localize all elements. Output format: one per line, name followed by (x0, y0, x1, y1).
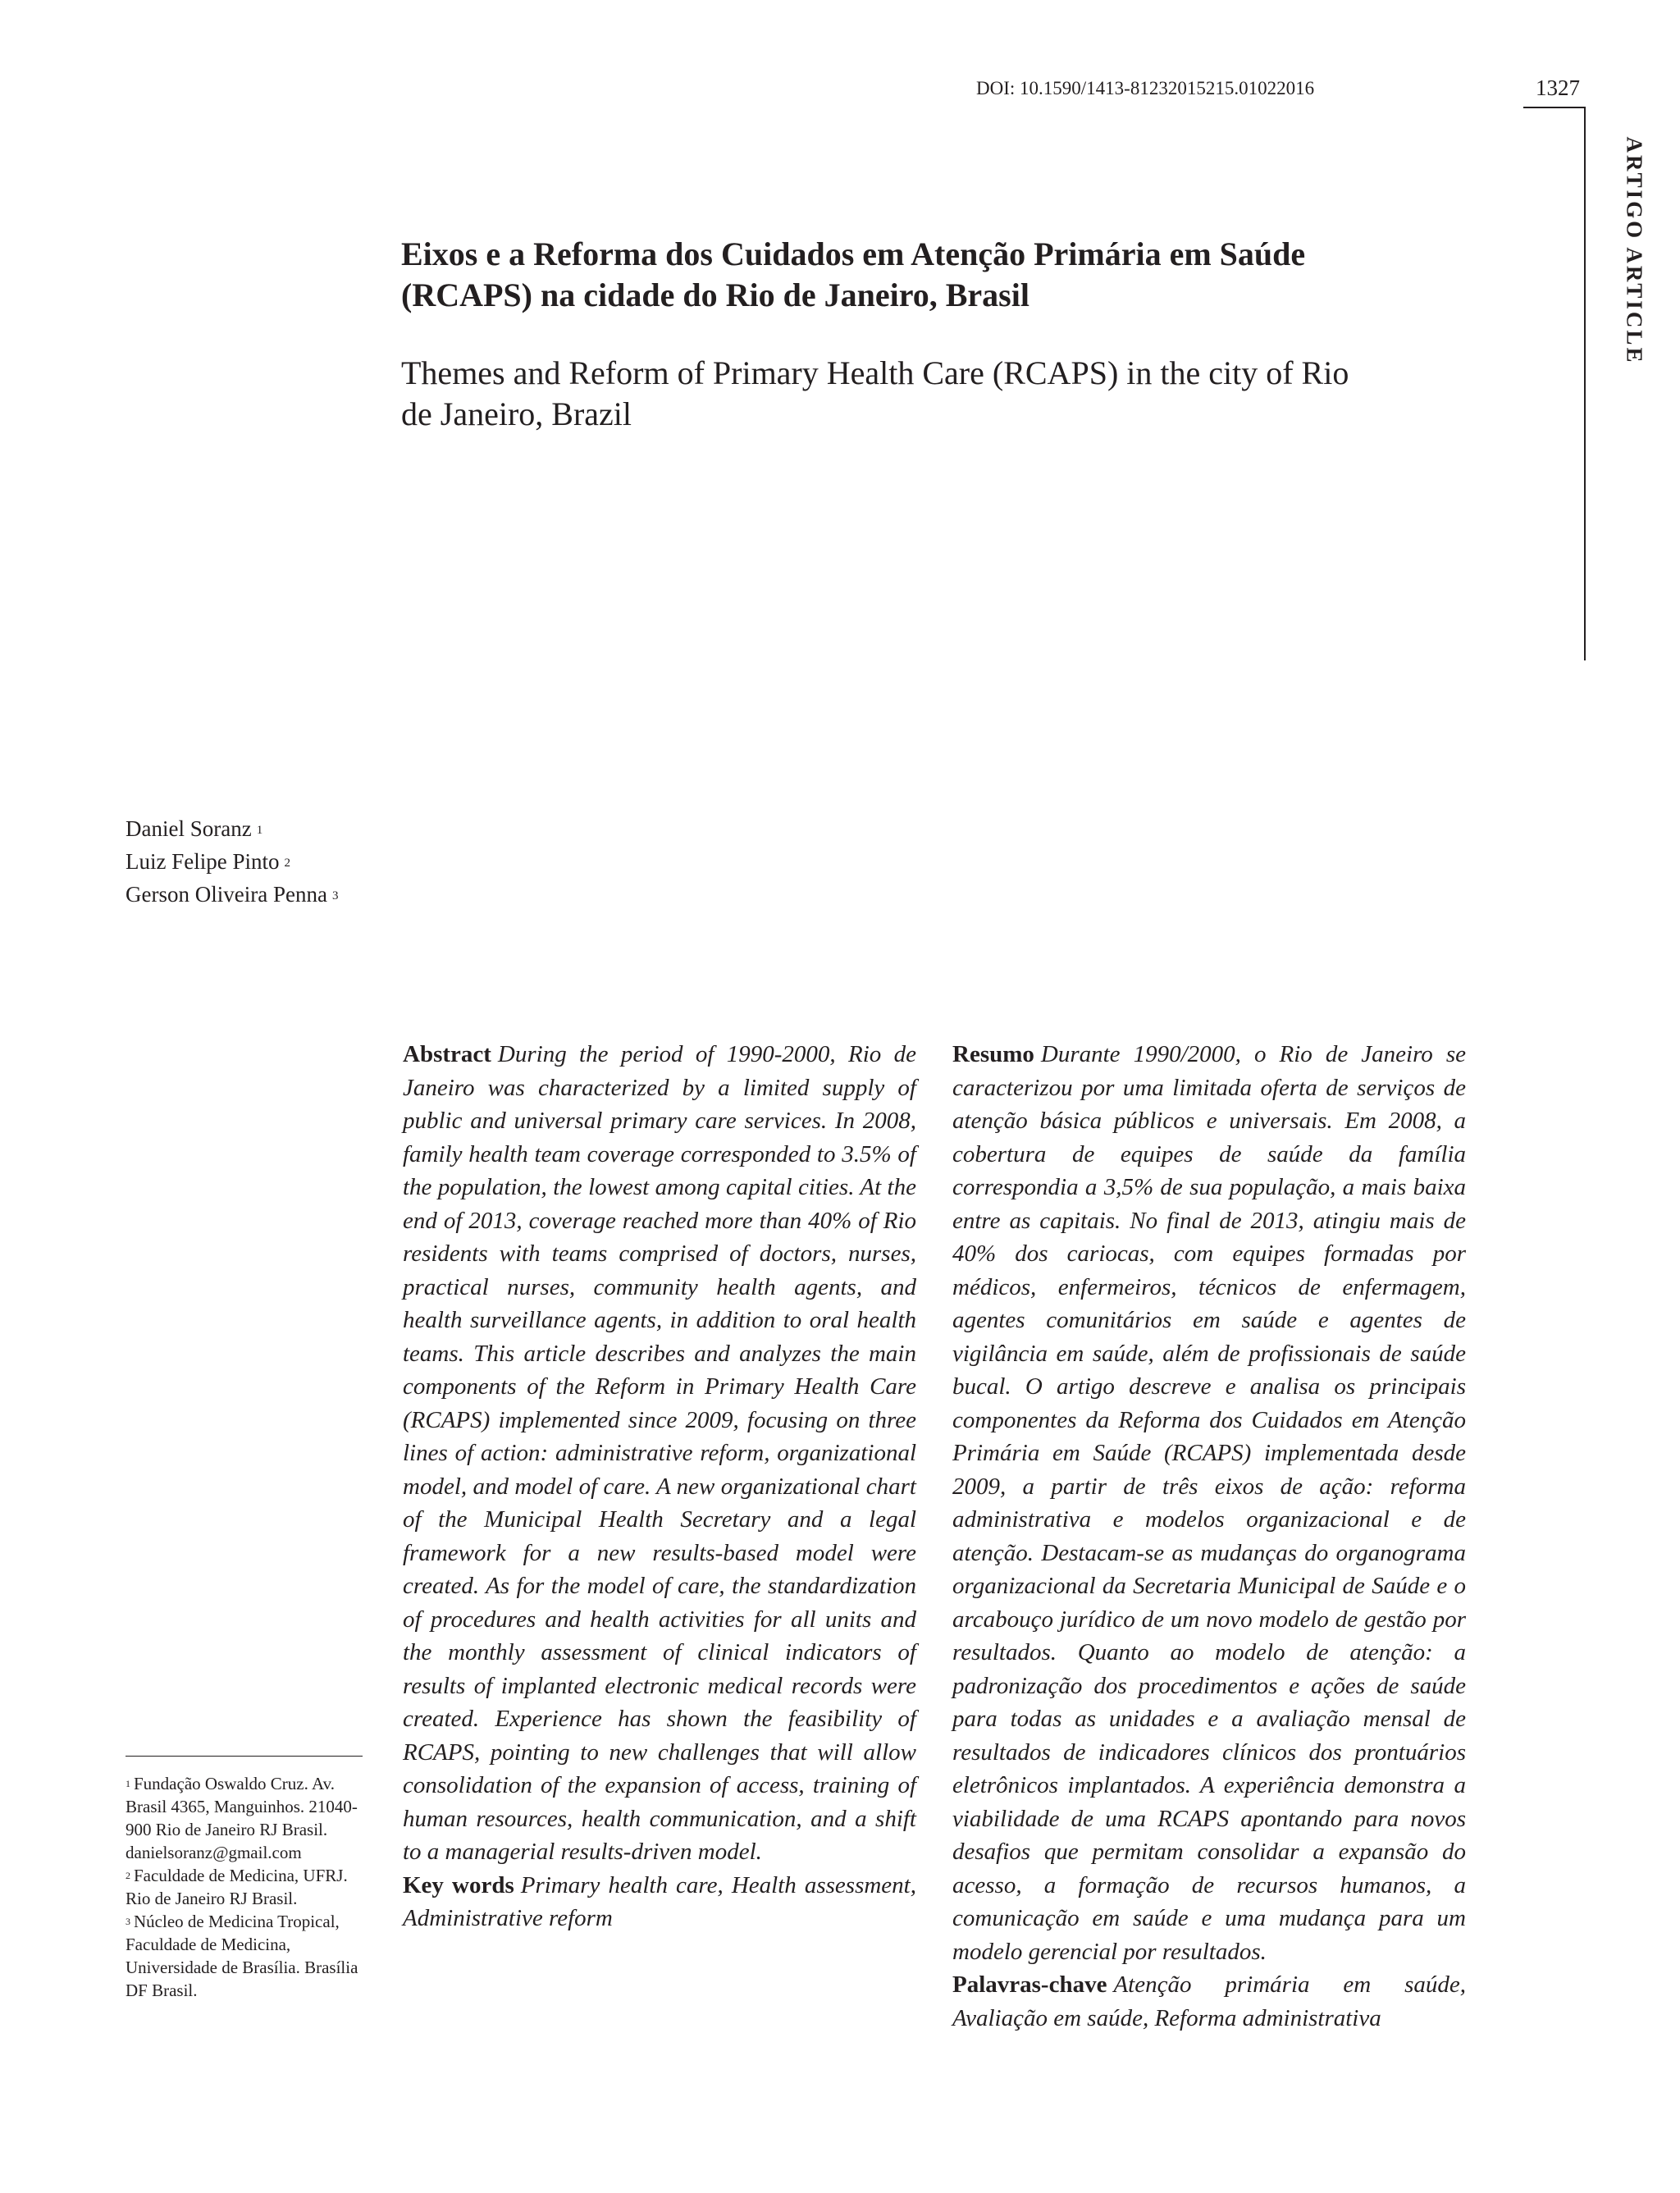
author-ref: 3 (331, 889, 339, 902)
keywords (952, 1968, 1466, 2035)
abstract-body (952, 1038, 1466, 1968)
affiliations (126, 1772, 372, 2002)
author-list (126, 812, 338, 911)
abstract-text: During the period of 1990-2000, Rio de Janeiro was characterized by a limited supply of public and universal primary care services. In 2008, family health team coverage corresponded to 3.5% of the population, the lowest among capital cities. At the end of 2013, coverage reached more than 40% of Rio residents with teams comprised of doctors, nurses, practical nurses, community health agents, and health surveillance agents, in addition to oral health teams. This article describes and analyzes the main components of the Reform in Primary Health Care (RCAPS) implemented since 2009, focusing on three lines of action: administrative reform, organizational model, and model of care. A new organizational chart of the Municipal Health Secretary and a legal framework for a new results-based model were created. As for the model of care, the standardization of procedures and health activities for all units and the monthly assessment of clinical indicators of results of implanted electronic medical records were created. Experience has shown the feasibility of RCAPS, pointing to new challenges that will allow consolidation of the expansion of access, training of human resources, health communication, and a shift to a managerial results-driven model. (403, 1041, 916, 1865)
abstract-body (403, 1038, 916, 1869)
keywords-text: Primary health care, Health assessment, Administrative reform (403, 1871, 916, 1931)
abstract-label: Resumo (952, 1041, 1034, 1067)
abstract-portuguese (952, 1038, 1466, 2035)
author: Gerson Oliveira Penna $^3$ (126, 882, 339, 907)
keywords-text: Atenção primária em saúde, Avaliação em saúde, Reforma administrativa (952, 1971, 1466, 2031)
keywords-label: Palavras-chave (952, 1971, 1107, 1998)
doi-text: DOI: 10.1590/1413-81232015215.01022016 (976, 78, 1315, 98)
affiliation: $^1$ Fundação Oswaldo Cruz. Av. Brasil 4365, Manguinhos. 21040-900 Rio de Janeiro RJ Brasil. danielsoranz@gmail.com (126, 1774, 358, 1862)
article-type-label: ARTIGO ARTICLE (1622, 136, 1647, 365)
author-ref: 2 (284, 857, 290, 870)
page-number: 1327 (1536, 75, 1580, 100)
affiliation-divider (126, 1756, 363, 1757)
corner-rule-horizontal (1523, 107, 1586, 108)
abstract-english (403, 1038, 916, 1935)
affiliation: $^3$ Núcleo de Medicina Tropical, Faculdade de Medicina, Universidade de Brasília. Brasília DF Brasil. (126, 1912, 358, 2000)
abstract-text: Durante 1990/2000, o Rio de Janeiro se caracterizou por uma limitada oferta de serviços de atenção básica públicos e universais. Em 2008, a cobertura de equipes de saúde da família correspondia a 3,5% de sua população, a mais baixa entre as capitais. No final de 2013, atingiu mais de 40% dos cariocas, com equipes formadas por médicos, enfermeiros, técnicos de enfermagem, agentes comunitários em saúde e agentes de vigilância em saúde, além de profissionais de saúde bucal. O artigo descreve e analisa os principais componentes da Reforma dos Cuidados em Atenção Primária em Saúde (RCAPS) implementada desde 2009, a partir de três eixos de ação: reforma administrativa e modelos organizacional e de atenção. Destacam-se as mudanças do organograma organizacional da Secretaria Municipal de Saúde e o arcabouço jurídico de um novo modelo de gestão por resultados. Quanto ao modelo de atenção: a padronização dos procedimentos e ações de saúde para todas as unidades e a avaliação mensal de resultados de indicadores clínicos dos prontuários eletrônicos implantados. A experiência demonstra a viabilidade de uma RCAPS apontando para novos desafios que permitam consolidar a expansão do acesso, a formação de recursos humanos, a comunicação em saúde e uma mudança para um modelo gerencial por resultados. (952, 1041, 1466, 1965)
corner-rule-vertical (1584, 107, 1586, 660)
author-ref: 1 (256, 824, 263, 837)
title-portuguese: Eixos e a Reforma dos Cuidados em Atenção Primária em Saúde (RCAPS) na cidade do Rio de Janeiro, Brasil (401, 235, 1306, 313)
keywords-label: Key words (403, 1871, 514, 1898)
title-english: Themes and Reform of Primary Health Care (RCAPS) in the city of Rio de Janeiro, Brazil (401, 354, 1349, 432)
abstract-label: Abstract (403, 1041, 491, 1067)
author: Daniel Soranz $^1$ (126, 816, 263, 841)
keywords (403, 1869, 916, 1935)
affiliation: $^2$ Faculdade de Medicina, UFRJ. Rio de Janeiro RJ Brasil. (126, 1866, 348, 1908)
author: Luiz Felipe Pinto $^2$ (126, 849, 290, 874)
